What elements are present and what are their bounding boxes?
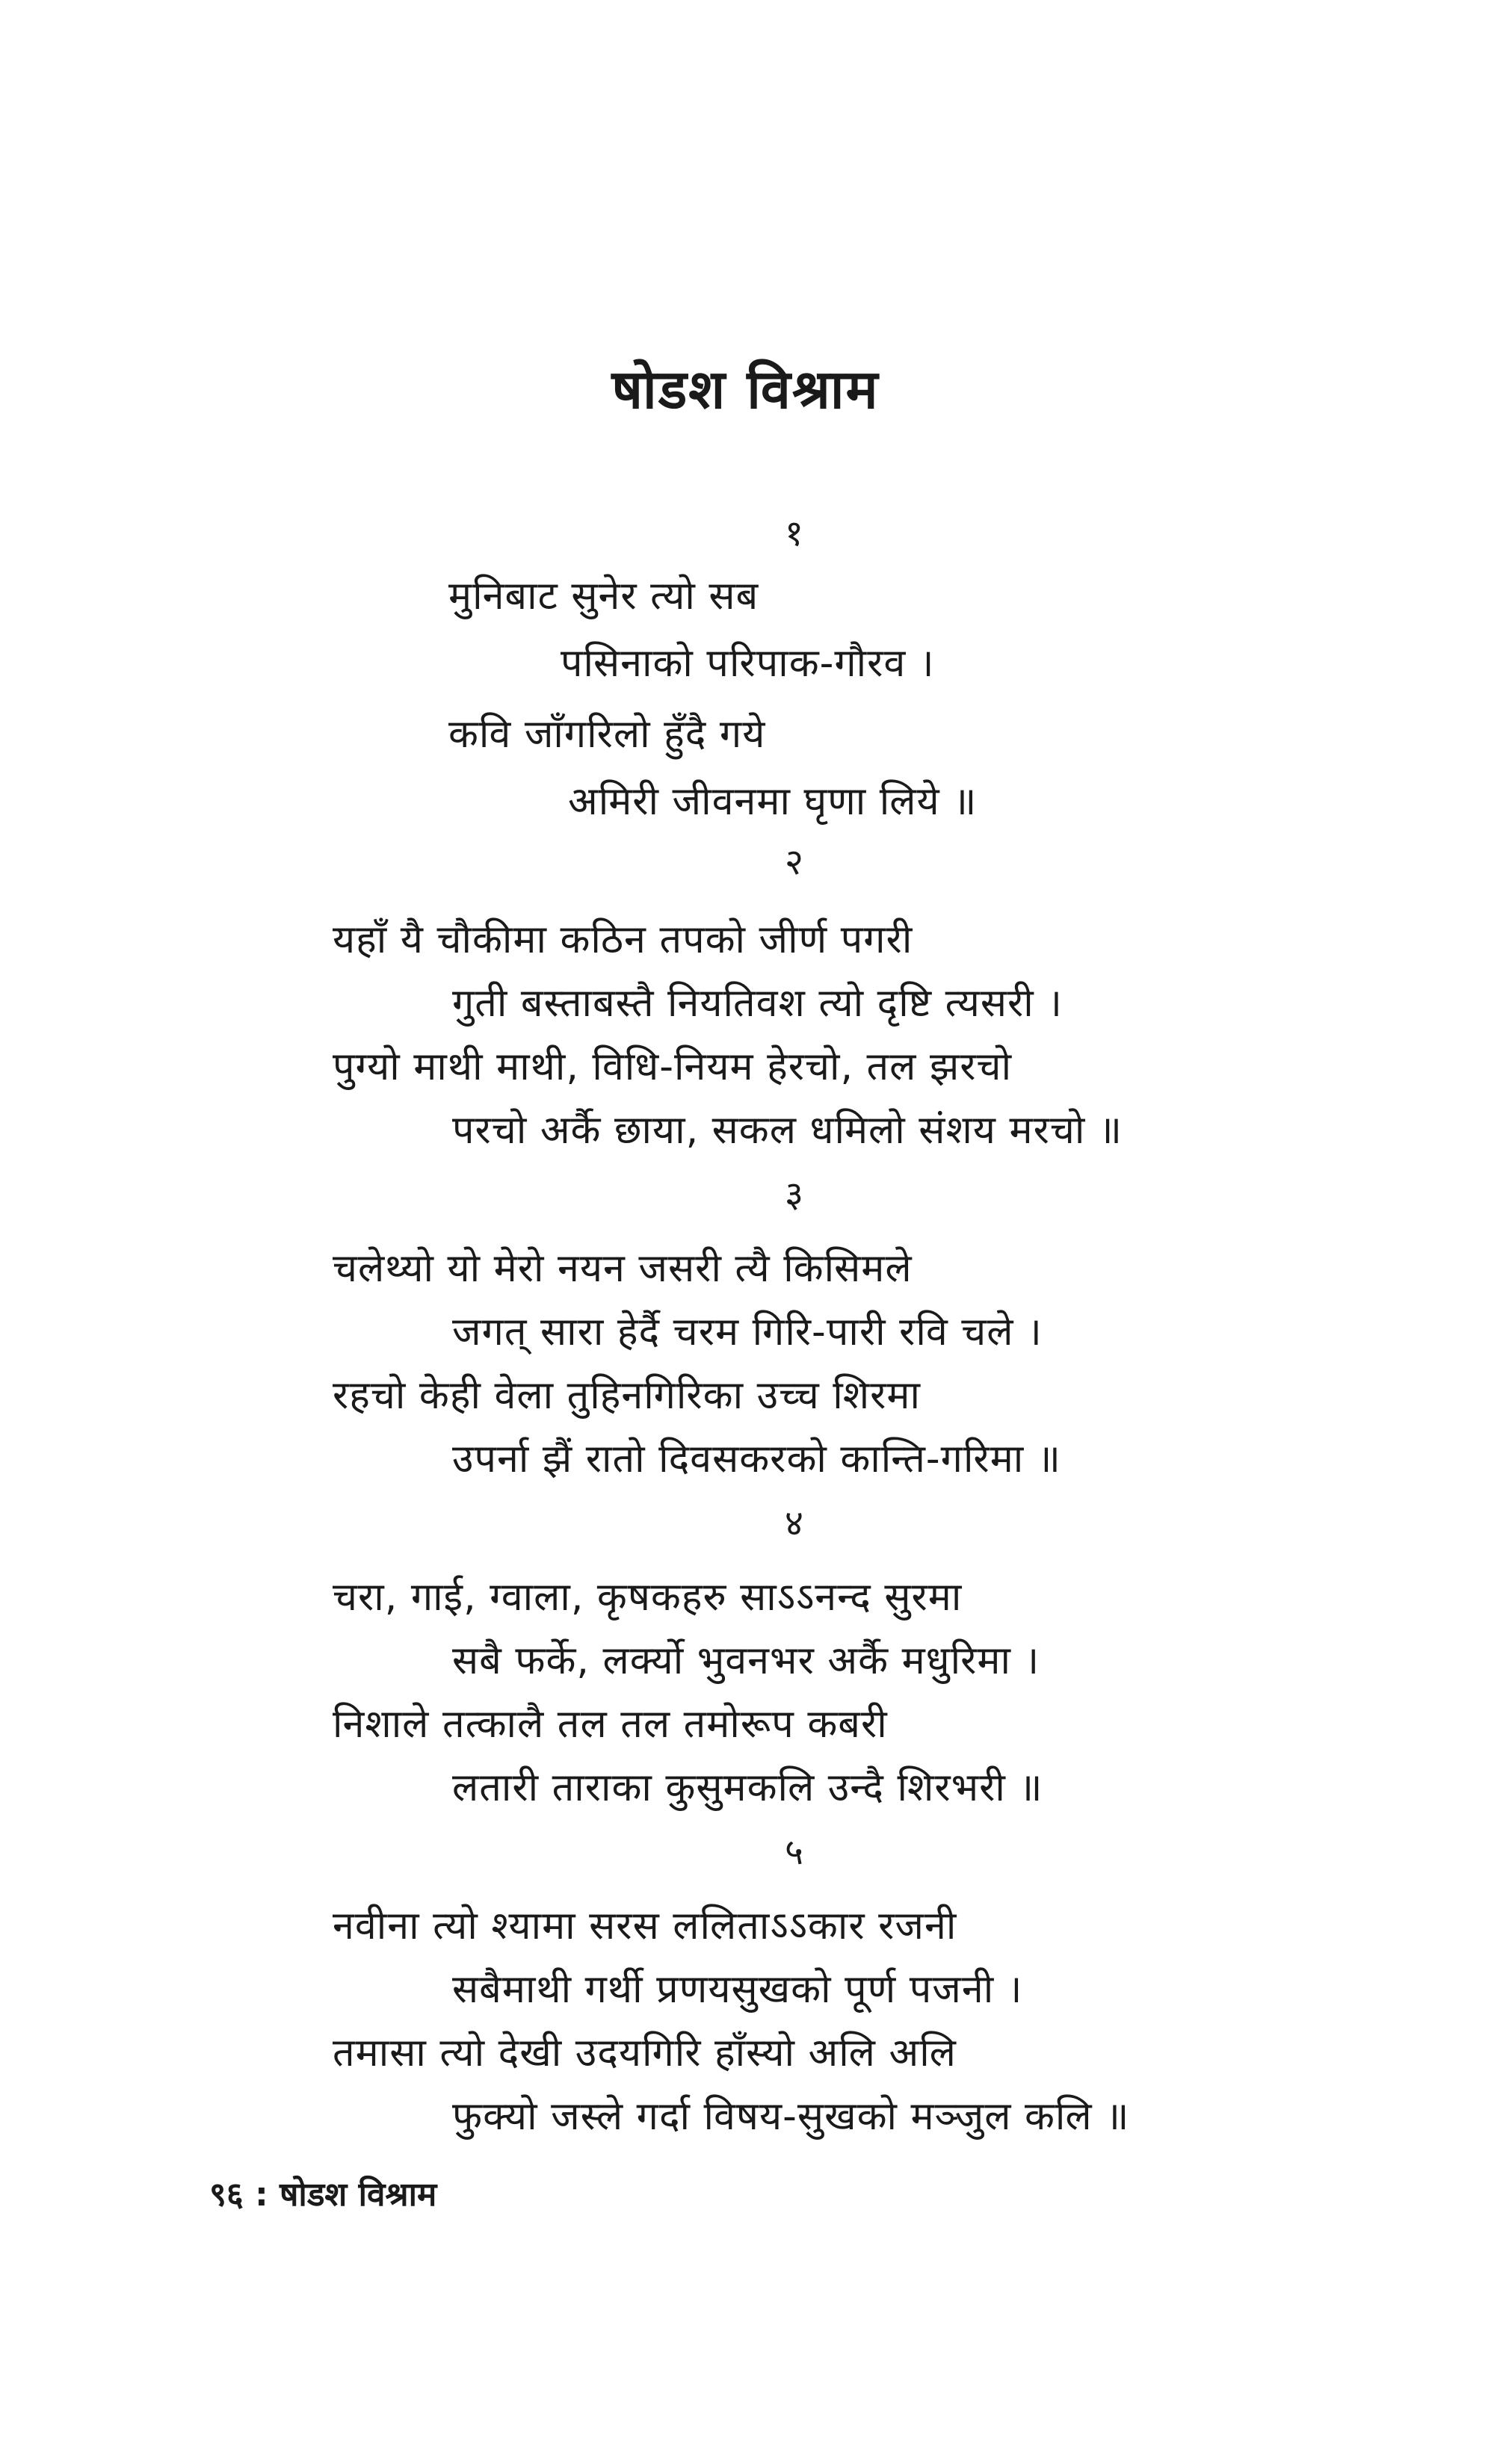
stanza-5-line-2: सबैमाथी गर्थी प्रणयसुखको पूर्ण पजनी ।	[452, 1967, 1023, 2012]
stanza-3-line-1: चलेथ्यो यो मेरो नयन जसरी त्यै किसिमले	[333, 1246, 913, 1291]
stanza-5-line-4: फुक्यो जस्ले गर्दा विषय-सुखको मञ्जुल कलि ॥	[452, 2094, 1130, 2139]
stanza-5-line-3: तमासा त्यो देखी उदयगिरि हाँस्यो अलि अलि	[333, 2031, 957, 2075]
stanza-4-line-4: लतारी ताराका कुसुमकलि उन्दै शिरभरी ॥	[452, 1765, 1043, 1810]
stanza-1-line-3: कवि जाँगरिलो हुँदै गये	[448, 712, 766, 757]
stanza-3-line-2: जगत् सारा हेर्दै चरम गिरि-पारी रवि चले ।	[452, 1310, 1043, 1355]
stanza-number-5: ५	[785, 1831, 803, 1873]
stanza-1-line-4: अमिरी जीवनमा घृणा लिये ॥	[568, 779, 978, 824]
stanza-3-line-3: रहचो केही वेला तुहिनगिरिका उच्च शिरमा	[333, 1373, 921, 1418]
stanza-2-line-4: परचो अर्कै छाया, सकल धमिलो संशय मरचो ॥	[452, 1108, 1123, 1153]
stanza-number-1: १	[785, 513, 803, 554]
stanza-3-line-4: उपर्ना झैं रातो दिवसकरको कान्ति-गरिमा ॥	[452, 1437, 1061, 1482]
stanza-1-line-1: मुनिबाट सुनेर त्यो सब	[448, 574, 759, 619]
stanza-number-3: ३	[785, 1174, 803, 1216]
stanza-4-line-1: चरा, गाई, ग्वाला, कृषकहरु साऽऽनन्द सुरमा	[333, 1575, 963, 1620]
stanza-number-2: २	[785, 841, 803, 883]
page-title: षोडश विश्राम	[611, 358, 880, 421]
stanza-5-line-1: नवीना त्यो श्यामा सरस ललिताऽऽकार रजनी	[333, 1904, 957, 1948]
stanza-4-line-2: सबै फर्के, लर्क्यो भुवनभर अर्कै मधुरिमा ।	[452, 1638, 1040, 1683]
stanza-1-line-2: पसिनाको परिपाक-गौरव ।	[561, 641, 935, 686]
page-footer: ९६ : षोडश विश्राम	[209, 2176, 437, 2214]
stanza-2-line-2: गुती बस्ताबस्तै नियतिवश त्यो दृष्टि त्यसरी ।	[452, 981, 1064, 1026]
stanza-4-line-3: निशाले तत्कालै तल तल तमोरूप कबरी	[333, 1702, 888, 1747]
stanza-2-line-3: पुग्यो माथी माथी, विधि-नियम हेरचो, तल झरचो	[333, 1044, 1013, 1089]
stanza-2-line-1: यहाँ यै चौकीमा कठिन तपको जीर्ण पगरी	[333, 917, 913, 962]
stanza-number-4: ४	[785, 1502, 803, 1544]
